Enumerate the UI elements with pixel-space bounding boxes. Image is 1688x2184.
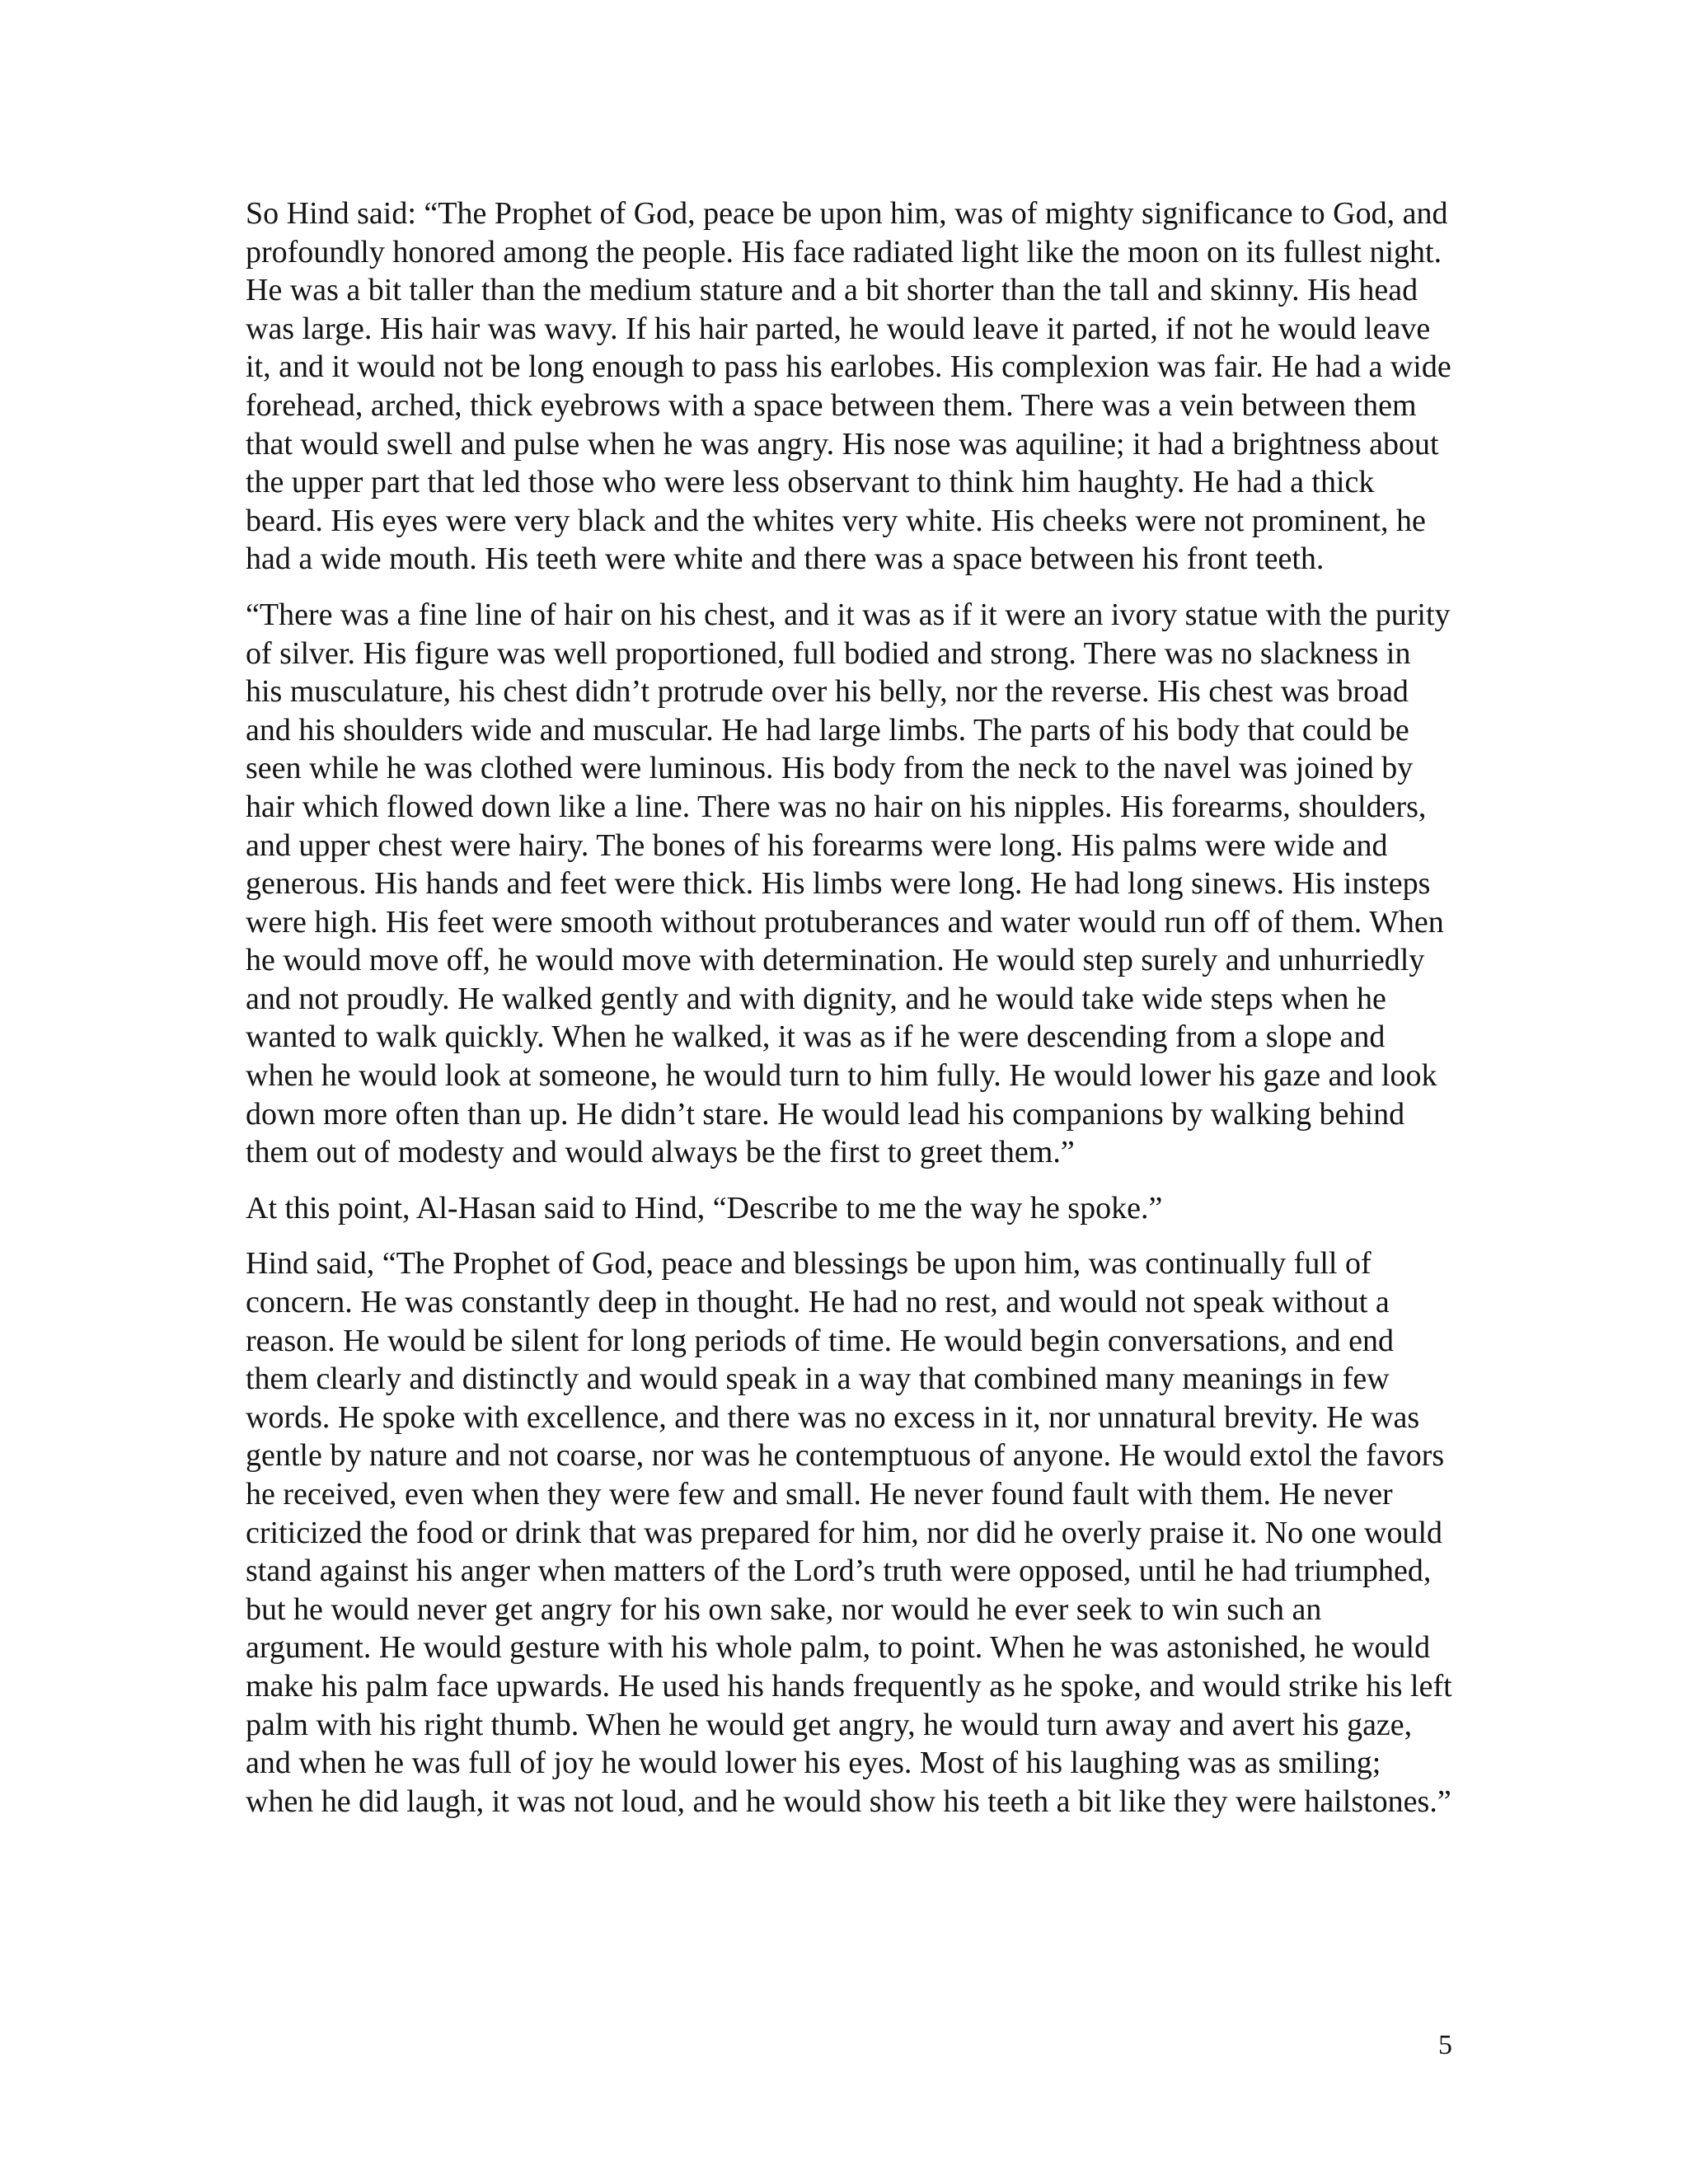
page-number: 5 [1438,2030,1452,2060]
paragraph-al-hasan-question: At this point, Al-Hasan said to Hind, “Describe to me the way he spoke.” [246,1190,1163,1226]
paragraph-physical-description: “There was a fine line of hair on his chest, and it was as if it were an ivory statue with the purity of silver. His figure was well proportioned, full bodied and strong. There was no slackness in his musculature, his chest didn’t protrude over his belly, nor the reverse. His chest was broad and his shoulders wide and muscular. He had large limbs. The parts of his body that could be seen while he was clothed were luminous. His body from the neck to the navel was joined by hair which flowed down like a line. There was no hair on his nipples. His forearms, shoulders, and upper chest were hairy. The bones of his forearms were long. His palms were wide and generous. His hands and feet were thick. His limbs were long. He had long sinews. His insteps were high. His feet were smooth without protuberances and water would run off of them. When he would move off, he would move with determination. He would step surely and unhurriedly and not proudly. He walked gently and with dignity, and he would take wide steps when he wanted to walk quickly. When he walked, it was as if he were descending from a slope and when he would look at someone, he would turn to him fully. He would lower his gaze and look down more often than up. He didn’t stare. He would lead his companions by walking behind them out of modesty and would always be the first to greet them.” [246,597,1451,1170]
paragraph-hind-description: So Hind said: “The Prophet of God, peace be upon him, was of mighty significance to God, and profoundly honored among the people. His face radiated light like the moon on its fullest night. He was a bit taller than the medium stature and a bit shorter than the tall and skinny. His head was large. His hair was wavy. If his hair parted, he would leave it parted, if not he would leave it, and it would not be long enough to pass his earlobes. His complexion was fair. He had a wide forehead, arched, thick eyebrows with a space between them. There was a vein between them that would swell and pulse when he was angry. His nose was aquiline; it had a brightness about the upper part that led those who were less observant to think him haughty. He had a thick beard. His eyes were very black and the whites very white. His cheeks were not prominent, he had a wide mouth. His teeth were white and there was a space between his front teeth. [246,196,1451,577]
body-text [246,194,1452,1838]
paragraph-manner-of-speech: Hind said, “The Prophet of God, peace and blessings be upon him, was continually full of concern. He was constantly deep in thought. He had no rest, and would not speak without a reason. He would be silent for long periods of time. He would begin conversations, and end them clearly and distinctly and would speak in a way that combined many meanings in few words. He spoke with excellence, and there was no excess in it, nor unnatural brevity. He was gentle by nature and not coarse, nor was he contemptuous of anyone. He would extol the favors he received, even when they were few and small. He never found fault with them. He never criticized the food or drink that was prepared for him, nor did he overly praise it. No one would stand against his anger when matters of the Lord’s truth were opposed, until he had triumphed, but he would never get angry for his own sake, nor would he ever seek to win such an argument. He would gesture with his whole palm, to point. When he was astonished, he would make his palm face upwards. He used his hands frequently as he spoke, and would strike his left palm with his right thumb. When he would get angry, he would turn away and avert his gaze, and when he was full of joy he would lower his eyes. Most of his laughing was as smiling; when he did laugh, it was not loud, and he would show his teeth a bit like they were hailstones.” [246,1246,1452,1819]
